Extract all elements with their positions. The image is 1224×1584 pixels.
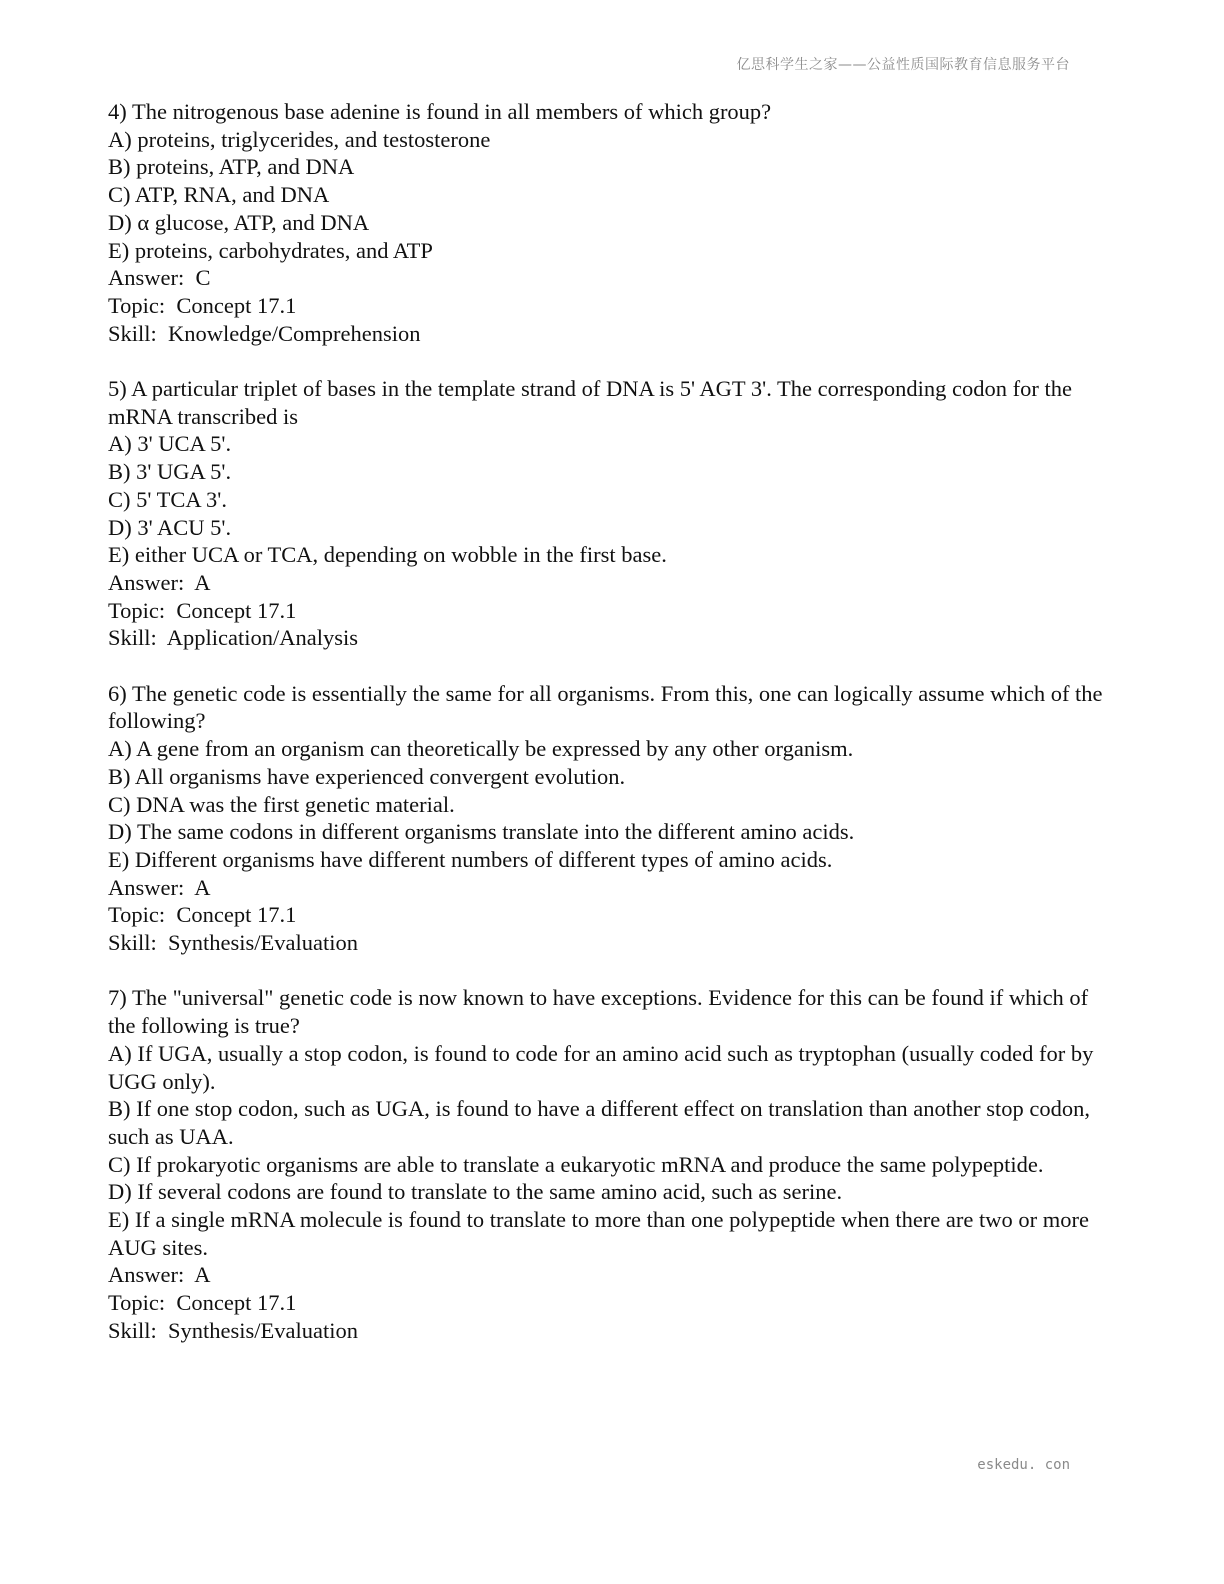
question-prompt: 4) The nitrogenous base adenine is found in all members of which group? <box>108 99 772 124</box>
footer-site-domain: eskedu. con <box>977 1457 1070 1473</box>
topic-line: Topic: Concept 17.1 <box>108 292 297 318</box>
question-prompt: 6) The genetic code is essentially the same for all organisms. From this, one can logically assume which of the following? <box>108 680 1103 734</box>
topic-line: Topic: Concept 17.1 <box>108 597 297 623</box>
option-b: B) If one stop codon, such as UGA, is found to have a different effect on translation than another stop codon, such as UAA. <box>108 1096 1091 1149</box>
question-prompt: 5) A particular triplet of bases in the template strand of DNA is 5' AGT 3'. The corresponding codon for the mRNA transcribed is <box>108 376 1072 429</box>
option-b: B) 3' UGA 5'. <box>108 459 232 485</box>
question-5 <box>108 375 1108 652</box>
question-prompt: 7) The "universal" genetic code is now known to have exceptions. Evidence for this can be found if which of the following is true? <box>108 985 1089 1039</box>
option-a: A) proteins, triglycerides, and testosterone <box>108 126 491 152</box>
option-a: A) If UGA, usually a stop codon, is found to code for an amino acid such as tryptophan (usually coded for by UGG only). <box>108 1040 1094 1094</box>
option-d: D) The same codons in different organisms translate into the different amino acids. <box>108 819 855 845</box>
option-e: E) If a single mRNA molecule is found to translate to more than one polypeptide when there are two or more AUG sites. <box>108 1207 1089 1260</box>
answer-line: Answer: A <box>108 1262 211 1288</box>
header-site-text: 亿思科学生之家——公益性质国际教育信息服务平台 <box>736 57 1070 73</box>
option-b: B) All organisms have experienced convergent evolution. <box>108 763 626 789</box>
answer-line: Answer: A <box>108 569 211 595</box>
skill-line: Skill: Knowledge/Comprehension <box>108 320 421 346</box>
skill-line: Skill: Synthesis/Evaluation <box>108 1317 359 1343</box>
question-list <box>108 98 1108 1372</box>
topic-line: Topic: Concept 17.1 <box>108 902 297 928</box>
option-e: E) either UCA or TCA, depending on wobble in the first base. <box>108 542 667 568</box>
question-4 <box>108 98 1108 347</box>
option-e: E) proteins, carbohydrates, and ATP <box>108 237 433 263</box>
option-e: E) Different organisms have different numbers of different types of amino acids. <box>108 846 833 872</box>
skill-line: Skill: Application/Analysis <box>108 625 359 651</box>
option-d: D) 3' ACU 5'. <box>108 514 232 540</box>
option-b: B) proteins, ATP, and DNA <box>108 154 355 180</box>
option-c: C) If prokaryotic organisms are able to translate a eukaryotic mRNA and produce the same polypeptide. <box>108 1151 1044 1177</box>
option-d: D) If several codons are found to translate to the same amino acid, such as serine. <box>108 1179 843 1205</box>
answer-line: Answer: C <box>108 265 211 291</box>
option-a: A) 3' UCA 5'. <box>108 431 232 457</box>
question-6 <box>108 680 1108 957</box>
option-a: A) A gene from an organism can theoretically be expressed by any other organism. <box>108 736 854 762</box>
topic-line: Topic: Concept 17.1 <box>108 1290 297 1316</box>
option-d: D) α glucose, ATP, and DNA <box>108 209 370 235</box>
skill-line: Skill: Synthesis/Evaluation <box>108 930 359 956</box>
option-c: C) 5' TCA 3'. <box>108 486 227 512</box>
option-c: C) DNA was the first genetic material. <box>108 791 455 817</box>
answer-line: Answer: A <box>108 874 211 900</box>
option-c: C) ATP, RNA, and DNA <box>108 182 330 208</box>
question-7 <box>108 984 1108 1344</box>
